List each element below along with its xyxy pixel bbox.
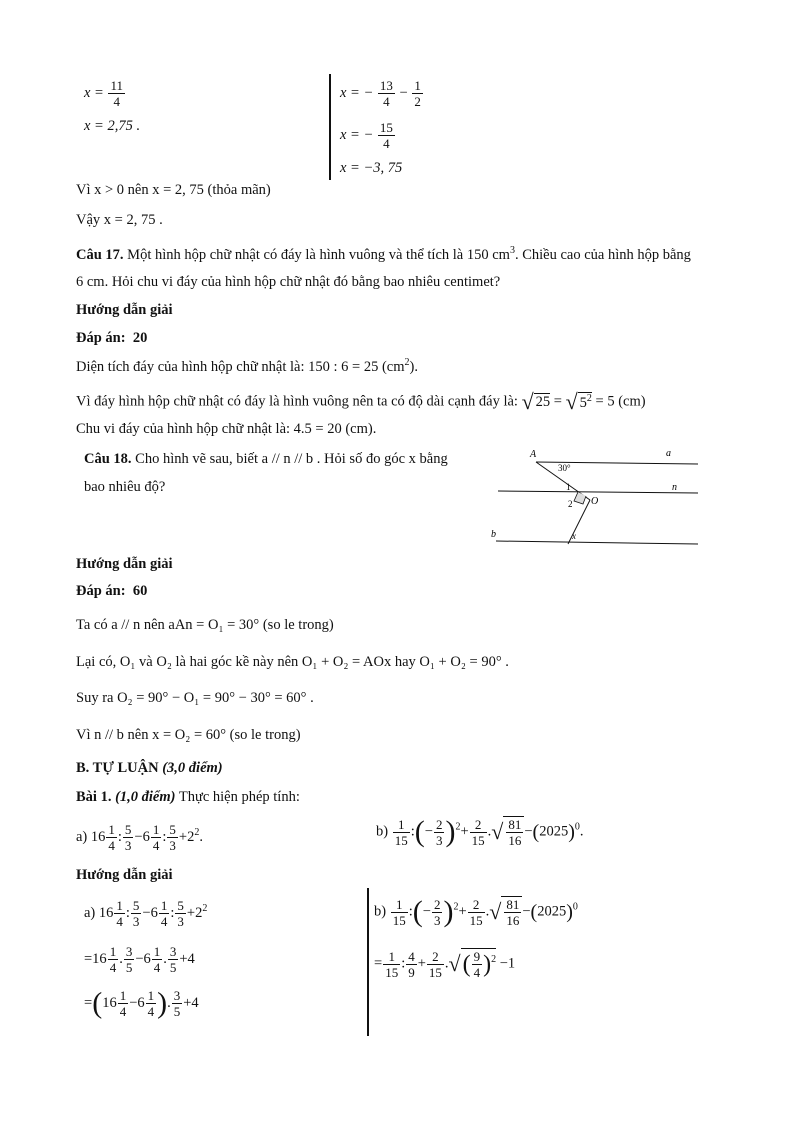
label-30: 30°	[558, 463, 571, 473]
parallel-lines-figure	[486, 444, 706, 552]
q17-text: Câu 17. Một hình hộp chữ nhật có đáy là hình vuông và thể tích là 150 $cm^3$. Chiều cao của hình hộp bằng	[76, 245, 691, 263]
label-1: 1	[566, 482, 571, 492]
q17-step1: Diện tích đáy của hình hộp chữ nhật là: 150 : 6 = 25 $(cm^2)$.	[76, 357, 418, 375]
solve-divider	[329, 74, 331, 180]
partB-title: B. TỰ LUẬN (3,0 điểm)	[76, 760, 223, 776]
solution-b-line1: b) $\frac{1}{15}$ :(− $\frac{2}{3}$ )$^2$+ $\frac{2}{15}$ .√ $\frac{81}{16}$ $-(2025)^0$	[374, 895, 578, 928]
solution-a-line3: =(16 $\frac{1}{4}$ −6 $\frac{1}{4}$ ). $\frac{3}{5}$ +4	[84, 986, 199, 1020]
q18-text2: bao nhiêu độ?	[84, 479, 166, 495]
solve-left-line2: x = 2,75 .	[84, 118, 141, 134]
q17-step2: Vì đáy hình hộp chữ nhật có đáy là hình vuông nên ta có độ dài cạnh đáy là: √ 25 = √ $5^2 = 5$ (cm)	[76, 389, 646, 414]
q17-step3: Chu vi đáy của hình hộp chữ nhật là: 4.5 = 20 (cm).	[76, 421, 377, 437]
conclusion-line1: Vì x > 0 nên x = 2, 75 (thỏa mãn)	[76, 182, 271, 198]
q18-step4: Vì n // b nên x = O₂ = 60° (so le trong)	[76, 727, 301, 743]
q18-step3: Suy ra O₂ = 90° − O₁ = 90° − 30° = 60° .	[76, 690, 314, 706]
solve-right-line2: x = − $\frac{15}{4}$	[340, 120, 393, 151]
q18-step2: Lại có, O₁ và O₂ là hai góc kề này nên O₁ + O₂ = AOx hay O₁ + O₂ = 90° .	[76, 654, 509, 670]
label-a: a	[666, 448, 671, 459]
q17-answer: Đáp án: 20	[76, 330, 148, 346]
solution-divider	[367, 888, 369, 1036]
problem-b: b) $\frac{1}{15}$ :(− $\frac{2}{3}$ )$^2$+ $\frac{2}{15}$ .√ $\frac{81}{16}$ $-(2025)^0$.	[376, 815, 584, 848]
solution-a-line1: a) 16 $\frac{1}{4}$ : $\frac{5}{3}$ −6 $\frac{1}{4}$ : $\frac{5}{3}$ $+2^2$	[84, 898, 208, 929]
label-n: n	[672, 482, 677, 493]
bai1-heading: Bài 1. (1,0 điểm) Thực hiện phép tính:	[76, 789, 300, 805]
q18-text: Câu 18. Cho hình vẽ sau, biết a // n // b . Hỏi số đo góc x bằng	[84, 451, 448, 467]
label-O: O	[591, 496, 599, 507]
q17-guide: Hướng dẫn giải	[76, 302, 173, 318]
q18-step1: Ta có a // n nên aAn = O₁ = 30° (so le trong)	[76, 617, 334, 633]
label-2: 2	[568, 499, 573, 509]
q17-text2: 6 cm. Hỏi chu vi đáy của hình hộp chữ nhật đó bằng bao nhiêu centimet?	[76, 274, 501, 290]
line-b	[496, 541, 698, 544]
line-n	[498, 491, 698, 493]
solution-a-line2: =16 $\frac{1}{4}$ . $\frac{3}{5}$ −6 $\frac{1}{4}$ . $\frac{3}{5}$ +4	[84, 944, 195, 975]
label-A: A	[530, 449, 537, 460]
right-angle-mark	[574, 492, 586, 504]
problem-a: a) 16 $\frac{1}{4}$ : $\frac{5}{3}$ −6 $\frac{1}{4}$ : $\frac{5}{3}$ $+2^2$.	[76, 822, 203, 853]
solution-b-line2: = $\frac{1}{15}$ : $\frac{4}{9}$ + $\frac{2}{15}$ .√( $\frac{9}{4}$ )$^2$ −1	[374, 948, 516, 980]
q18-guide: Hướng dẫn giải	[76, 556, 173, 572]
solve-right-line1: x = − $\frac{13}{4}$ − $\frac{1}{2}$	[340, 78, 421, 109]
solve-right-line3: x = −3, 75	[340, 160, 403, 176]
partB-guide: Hướng dẫn giải	[76, 867, 173, 883]
q18-answer: Đáp án: 60	[76, 583, 148, 599]
label-x: x	[572, 531, 576, 541]
solve-left-line1: x = $\frac{11}{4}$	[84, 78, 124, 109]
conclusion-line2: Vậy x = 2, 75 .	[76, 212, 163, 228]
label-b: b	[491, 529, 496, 540]
